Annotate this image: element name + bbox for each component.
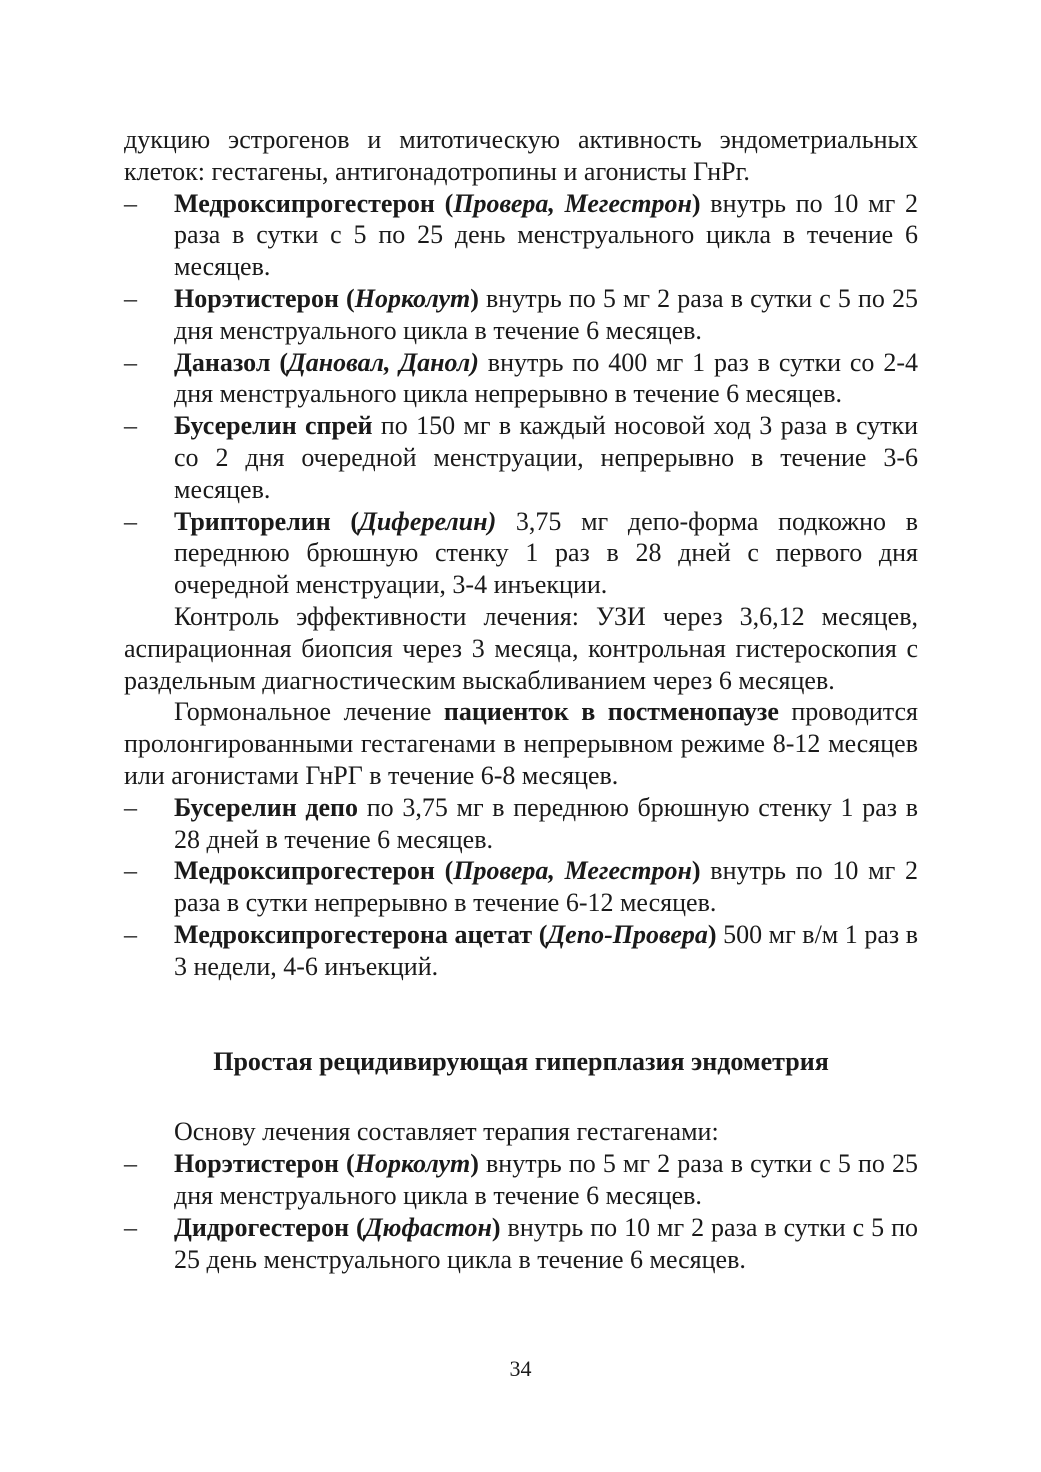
drug-list-postmenopause <box>124 792 918 983</box>
list-item: – Медроксипрогестерон (Провера, Мегестрон) внутрь по 10 мг 2 раза в сутки с 5 по 25 день менструального цикла в течение 6 месяцев. <box>124 188 918 282</box>
list-dash: – <box>124 919 137 949</box>
list-dash: – <box>124 283 137 313</box>
drug-name: Бусерелин спрей <box>174 411 373 441</box>
page-number: 34 <box>509 1356 532 1381</box>
intro-paragraph: дукцию эстрогенов и митотическую активность эндометриальных клеток: гестагены, антигонадотропины и агонисты ГнРг. <box>124 125 918 186</box>
list-item: – Медроксипрогестерон (Провера, Мегестрон) внутрь по 10 мг 2 раза в сутки непрерывно в течение 6-12 месяцев. <box>124 856 918 918</box>
list-item: – Даназол (Дановал, Данол) внутрь по 400 мг 1 раз в сутки со 2-4 дня менструального цикла непрерывно в течение 6 месяцев. <box>124 347 918 409</box>
list-dash: – <box>124 1212 137 1242</box>
drug-dosage: по 150 мг в каждый носовой ход 3 раза в сутки со 2 дня очередной менструации, непрерывно в течение 3-6 месяцев. <box>174 411 918 504</box>
list-dash: – <box>124 856 137 886</box>
document-page <box>124 124 918 1275</box>
list-dash: – <box>124 1149 137 1179</box>
drug-name: Норэтистерон <box>174 283 339 313</box>
drug-name: Даназол <box>174 347 271 377</box>
list-dash: – <box>124 411 137 441</box>
control-paragraph: Контроль эффективности лечения: УЗИ через 3,6,12 месяцев, аспирационная биопсия через 3 месяца, контрольная гистероскопия с раздельным диагностическим выскабливанием через 6 месяцев. <box>124 601 918 695</box>
drug-dosage: внутрь по 5 мг 2 раза в сутки с 5 по 25 дня менструального цикла в течение 6 месяцев. <box>174 283 918 345</box>
basis-paragraph: Основу лечения составляет терапия гестагенами: <box>174 1117 719 1147</box>
trade-name: Дюфастон <box>364 1212 492 1242</box>
postmenopause-emphasis: пациенток в постменопаузе <box>443 697 779 727</box>
drug-name: Медроксипрогестерон <box>174 188 435 218</box>
list-dash: – <box>124 188 137 218</box>
list-item: – Дидрогестерон (Дюфастон) внутрь по 10 мг 2 раза в сутки с 5 по 25 день менструального цикла в течение 6 месяцев. <box>124 1212 918 1274</box>
section-heading: Простая рецидивирующая гиперплазия эндометрия <box>213 1046 829 1076</box>
drug-dosage: 3,75 мг депо-форма подкожно в переднюю брюшную стенку 1 раз в 28 дней с первого дня очередной менструации, 3-4 инъекции. <box>174 506 918 600</box>
list-item: – Медроксипрогестерона ацетат (Депо-Провера) 500 мг в/м 1 раз в 3 недели, 4-6 инъекций. <box>124 919 918 981</box>
drug-name: Медроксипрогестерона ацетат <box>174 919 533 949</box>
drug-name: Трипторелин <box>174 506 331 536</box>
drug-name: Дидрогестерон <box>174 1212 350 1242</box>
trade-name: Норколут <box>354 283 471 313</box>
trade-name: Провера, Мегестрон <box>453 188 692 218</box>
drug-name: Медроксипрогестерон <box>174 856 435 886</box>
drug-dosage: внутрь по 10 мг 2 раза в сутки с 5 по 25 день менструального цикла в течение 6 месяцев. <box>174 188 918 282</box>
trade-name: Диферелин) <box>359 506 497 536</box>
list-item: – Норэтистерон (Норколут) внутрь по 5 мг 2 раза в сутки с 5 по 25 дня менструального цикла в течение 6 месяцев. <box>124 283 918 345</box>
list-item <box>124 792 918 856</box>
list-item: – Трипторелин (Диферелин) 3,75 мг депо-форма подкожно в переднюю брюшную стенку 1 раз в 28 дней с первого дня очередной менструации, 3-4 инъекции. <box>124 506 918 600</box>
list-item: – Норэтистерон (Норколут) внутрь по 5 мг 2 раза в сутки с 5 по 25 дня менструального цикла в течение 6 месяцев. <box>124 1149 918 1210</box>
list-item <box>124 410 918 505</box>
drug-list-recurrent <box>124 1148 918 1275</box>
drug-dosage: 500 мг в/м 1 раз в 3 недели, 4-6 инъекций. <box>174 919 918 981</box>
drug-dosage: по 3,75 мг в переднюю брюшную стенку 1 раз в 28 дней в течение 6 месяцев. <box>174 792 918 854</box>
trade-name: Дановал, Данол) <box>287 347 479 377</box>
trade-name: Депо-Провера <box>547 919 708 949</box>
list-dash: – <box>124 792 137 822</box>
drug-dosage: внутрь по 10 мг 2 раза в сутки непрерывно в течение 6-12 месяцев. <box>174 856 918 918</box>
drug-dosage: внутрь по 400 мг 1 раз в сутки со 2-4 дня менструального цикла непрерывно в течение 6 месяцев. <box>174 347 918 409</box>
list-dash: – <box>124 347 137 377</box>
list-dash: – <box>124 506 137 536</box>
drug-dosage: внутрь по 5 мг 2 раза в сутки с 5 по 25 дня менструального цикла в течение 6 месяцев. <box>174 1149 918 1210</box>
postmenopause-paragraph: Гормональное лечение пациенток в постменопаузе проводится пролонгированными гестагенами в непрерывном режиме 8-12 месяцев или агонистами ГнРГ в течение 6-8 месяцев. <box>124 697 918 790</box>
drug-name: Норэтистерон <box>174 1149 339 1179</box>
trade-name: Провера, Мегестрон <box>453 856 692 886</box>
drug-list-premenopause <box>124 188 918 601</box>
drug-name: Бусерелин депо <box>174 792 359 822</box>
drug-dosage: внутрь по 10 мг 2 раза в сутки с 5 по 25 день менструального цикла в течение 6 месяцев. <box>174 1212 918 1274</box>
trade-name: Норколут <box>354 1149 471 1179</box>
